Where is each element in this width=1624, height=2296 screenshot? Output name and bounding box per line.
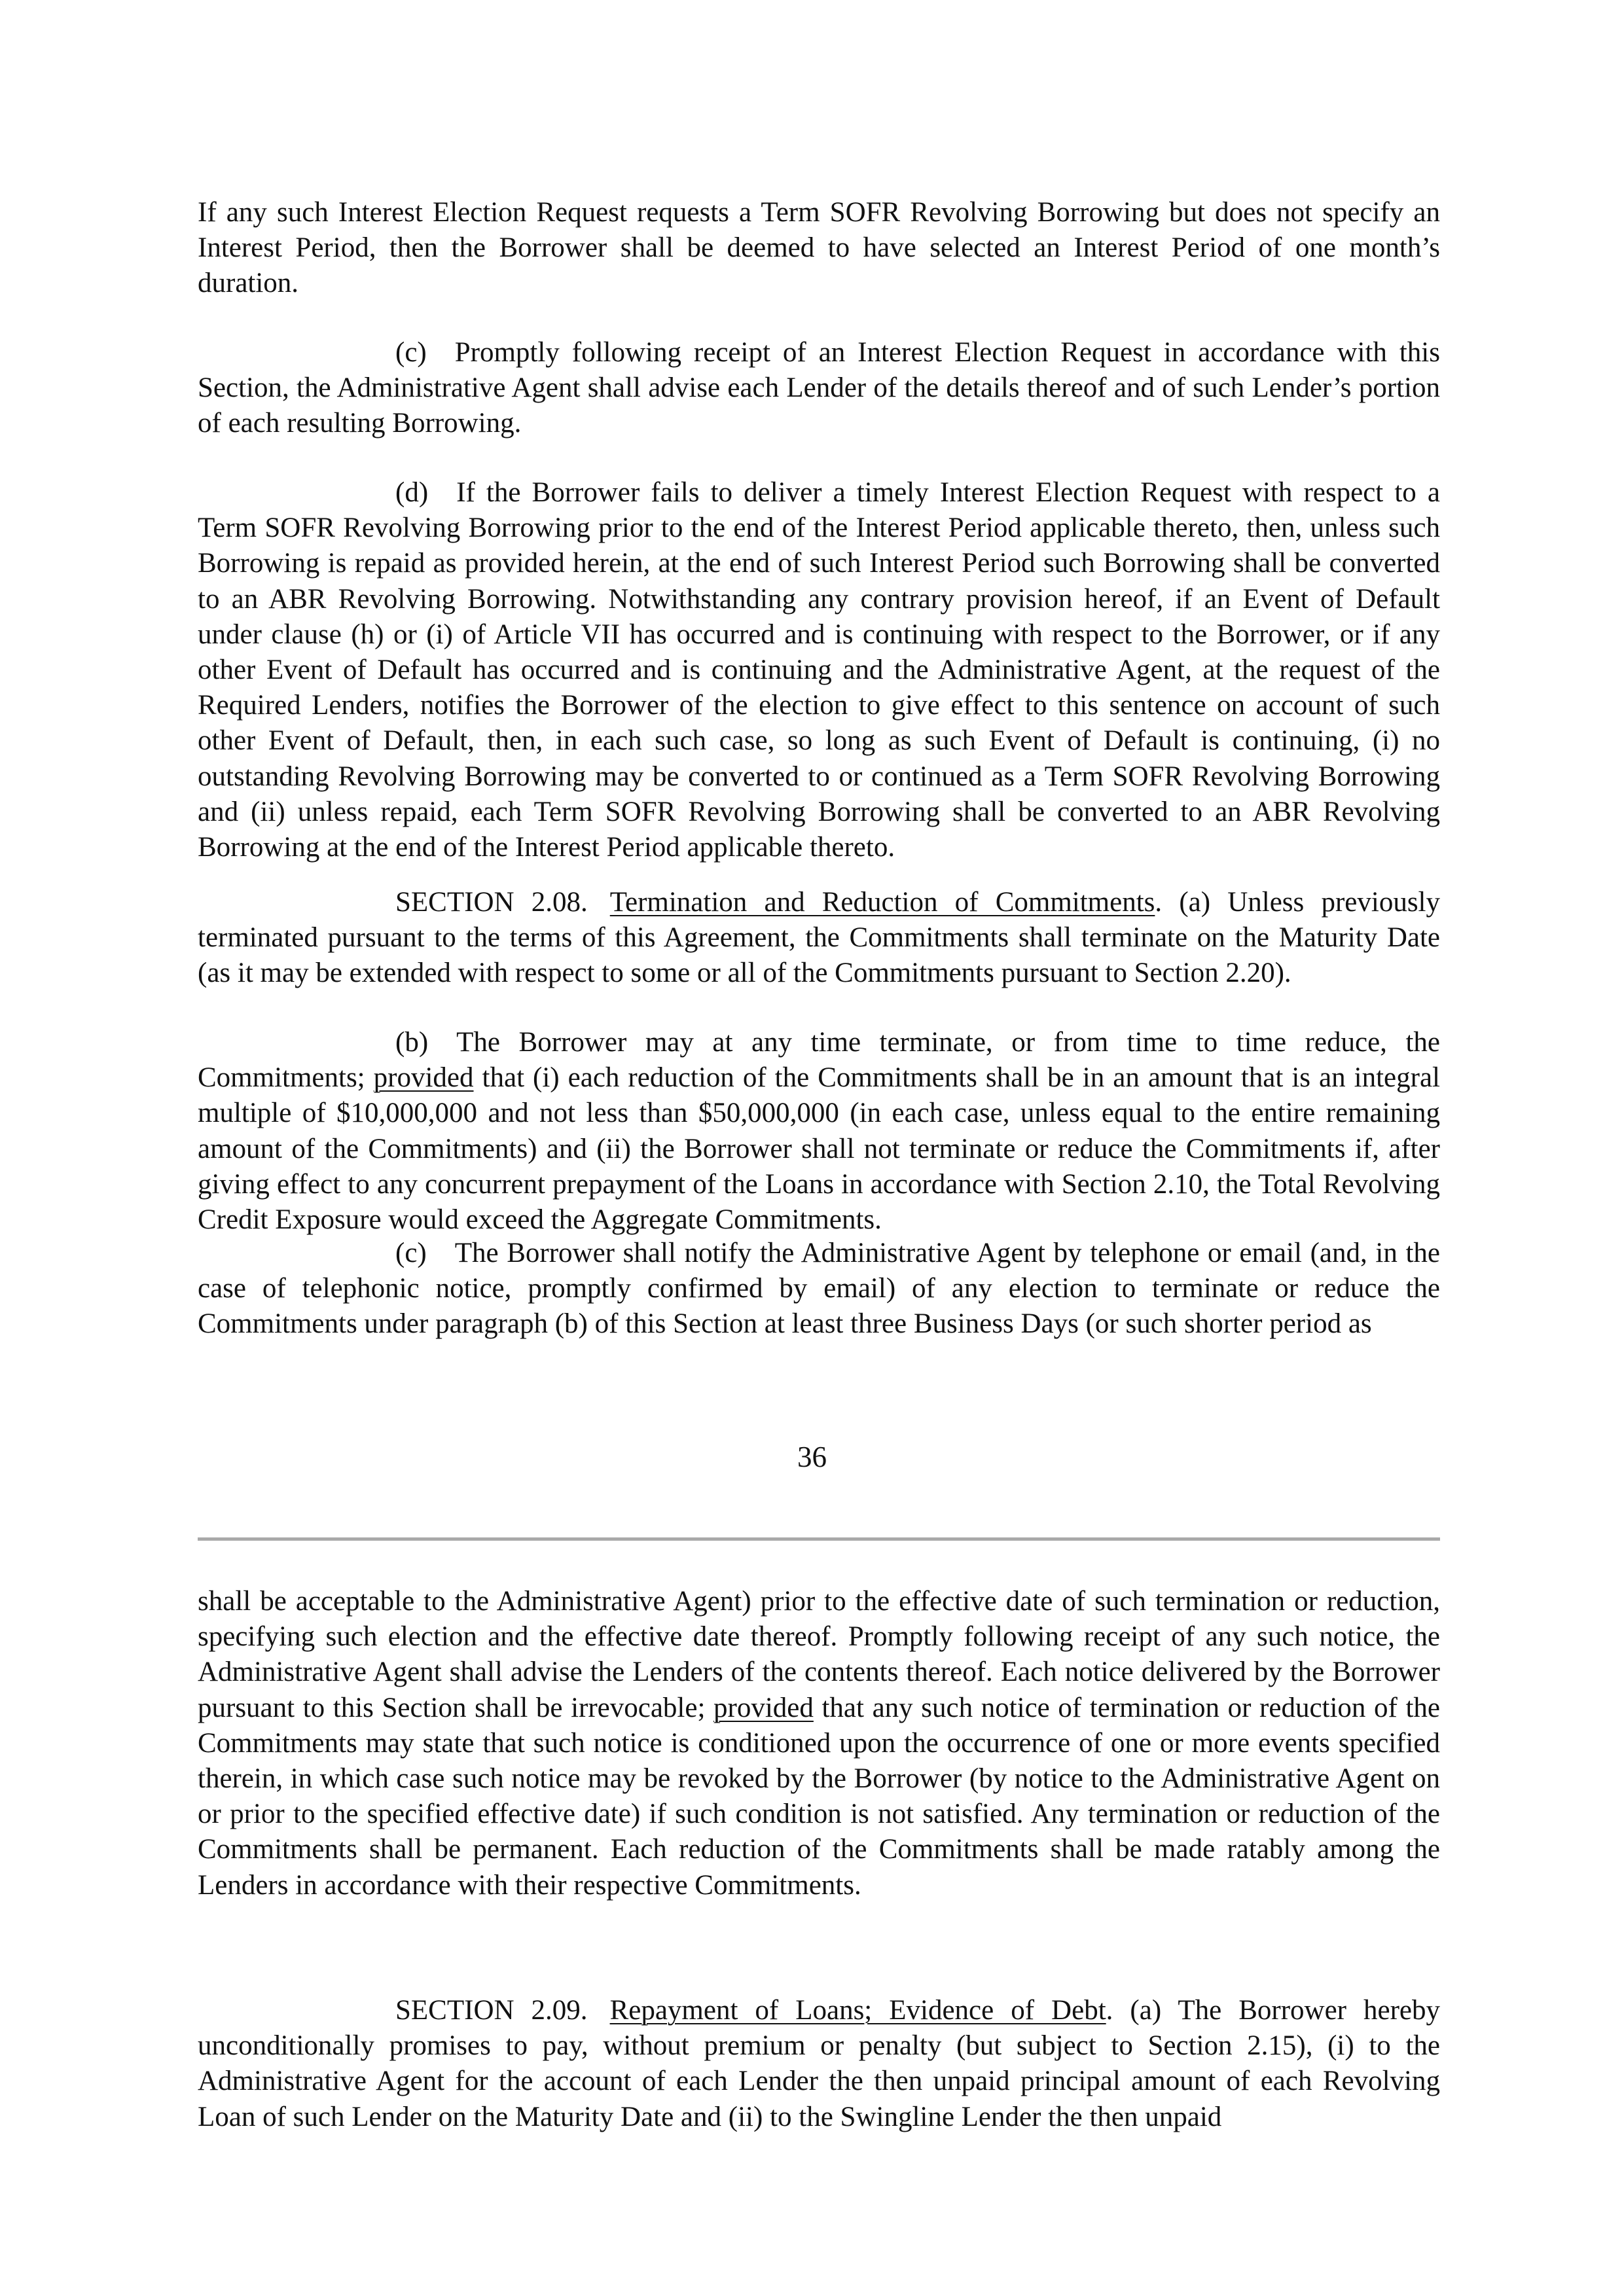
section-title: Termination and Reduction of Commitments	[609, 887, 1155, 918]
paragraph-text: (c) Promptly following receipt of an Interest Election Request in accordance with this Section, the Administrative Agent shall advise each Lender of the details thereof and of such Lender’s portion of each resulting Borrowing.	[198, 337, 1440, 439]
paragraph-text: If any such Interest Election Request requests a Term SOFR Revolving Borrowing but does not specify an Interest Period, then the Borrower shall be deemed to have selected an Interest Period of one month’s duration.	[198, 197, 1440, 299]
text-after: that (i) each reduction of the Commitments shall be in an amount that is an integral multiple of $10,000,000 and not less than $50,000,000 (in each case, unless equal to the entire remaining amount of the Commitments) and (ii) the Borrower shall not terminate or reduce the Commitments if, after giving effect to any concurrent prepayment of the Loans in accordance with Section 2.10, the Total Revolving Credit Exposure would exceed the Aggregate Commitments.	[198, 1062, 1440, 1236]
paragraph-c-notify	[198, 1236, 1440, 1342]
paragraph-text	[198, 1584, 1440, 1903]
section-number: SECTION 2.08.	[395, 887, 588, 918]
section-2-09	[198, 1993, 1440, 2135]
paragraph-text: (d) If the Borrower fails to deliver a timely Interest Election Request with respect to a Term SOFR Revolving Borrowing prior to the end of the Interest Period applicable thereto, then, unless such Borrowing is repaid as provided herein, at the end of such Interest Period such Borrowing shall be converted to an ABR Revolving Borrowing. Notwithstanding any contrary provision hereof, if an Event of Default under clause (h) or (i) of Article VII has occurred and is continuing with respect to the Borrower, or if any other Event of Default has occurred and is continuing and the Administrative Agent, at the request of the Required Lenders, notifies the Borrower of the election to give effect to this sentence on account of such other Event of Default, then, in each such case, so long as such Event of Default is continuing, (i) no outstanding Revolving Borrowing may be converted to or continued as a Term SOFR Revolving Borrowing and (ii) unless repaid, each Term SOFR Revolving Borrowing shall be converted to an ABR Revolving Borrowing at the end of the Interest Period applicable thereto.	[198, 477, 1440, 863]
provided-term: provided	[713, 1692, 814, 1723]
text-after: that any such notice of termination or reduction of the Commitments may state that such notice is conditioned upon the occurrence of one or more events specified therein, in which case such notice may be revoked by the Borrower (by notice to the Administrative Agent on or prior to the specified effective date) if such condition is not satisfied. Any termination or reduction of the Commitments shall be permanent. Each reduction of the Commitments shall be made ratably among the Lenders in accordance with their respective Commitments.	[198, 1692, 1440, 1901]
page-divider	[198, 1537, 1440, 1541]
paragraph-c-election-notice	[198, 335, 1440, 442]
paragraph-text	[198, 1025, 1440, 1238]
page-number: 36	[797, 1441, 827, 1473]
paragraph-d-conversion	[198, 475, 1440, 865]
section-title: Repayment of Loans; Evidence of Debt	[609, 1995, 1106, 2026]
section-number: SECTION 2.09.	[395, 1995, 588, 2026]
paragraph-b-reduction	[198, 1025, 1440, 1238]
paragraph-text: (c) The Borrower shall notify the Administrative Agent by telephone or email (and, in the case of telephonic notice, promptly confirmed by email) of any election to terminate or reduce the Commitments under paragraph (b) of this Section at least three Business Days (or such shorter period as	[198, 1238, 1440, 1340]
paragraph-continued	[198, 1584, 1440, 1903]
text-before: (b) The Borrower may at any time terminate, or from time to time reduce, the Commitments;	[198, 1027, 1440, 1094]
section-text: . (a) The Borrower hereby unconditionally promises to pay, without premium or penalty (but subject to Section 2.15), (i) to the Administrative Agent for the account of each Lender the then unpaid principal amount of each Revolving Loan of such Lender on the Maturity Date and (ii) to the Swingline Lender the then unpaid	[198, 1995, 1440, 2132]
section-paragraph	[198, 885, 1440, 992]
section-text: . (a) Unless previously terminated pursuant to the terms of this Agreement, the Commitments shall terminate on the Maturity Date (as it may be extended with respect to some or all of the Commitments pursuant to Section 2.20).	[198, 887, 1440, 989]
section-paragraph	[198, 1993, 1440, 2135]
provided-term: provided	[373, 1062, 474, 1094]
section-2-08	[198, 885, 1440, 992]
text-before: shall be acceptable to the Administrative Agent) prior to the effective date of such termination or reduction, specifying such election and the effective date thereof. Promptly following receipt of any such notice, the Administrative Agent shall advise the Lenders of the contents thereof. Each notice delivered by the Borrower pursuant to this Section shall be irrevocable;	[198, 1586, 1440, 1723]
paragraph-interest-period-default	[198, 195, 1440, 302]
